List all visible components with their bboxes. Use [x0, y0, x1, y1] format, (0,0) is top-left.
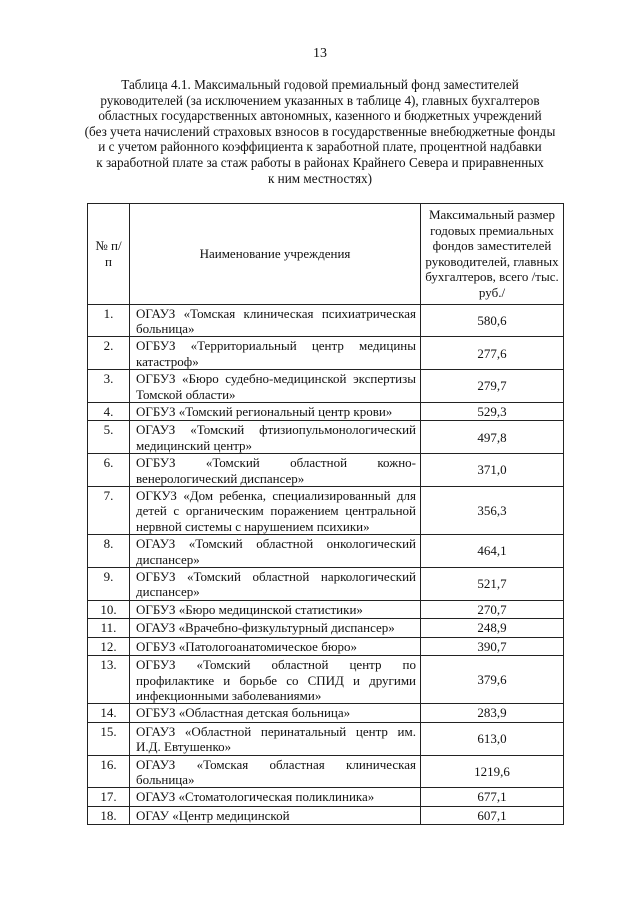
row-number: 13. — [88, 656, 130, 704]
table-row — [88, 656, 564, 704]
table-row — [88, 487, 564, 535]
institution-name: ОГБУЗ «Областная детская больница» — [130, 704, 421, 722]
row-number: 1. — [88, 304, 130, 337]
institution-name: ОГАУЗ «Томский областной онкологический диспансер» — [130, 535, 421, 568]
table-row — [88, 370, 564, 403]
fund-value: 521,7 — [421, 568, 564, 601]
table-row — [88, 454, 564, 487]
institution-name: ОГБУЗ «Томский областной наркологический диспансер» — [130, 568, 421, 601]
row-number: 18. — [88, 806, 130, 824]
row-number: 4. — [88, 403, 130, 421]
title-line: (без учета начислений страховых взносов в государственные внебюджетные фонды — [84, 123, 556, 139]
institution-name: ОГБУЗ «Бюро судебно-медицинской экспертизы Томской области» — [130, 370, 421, 403]
institution-name: ОГАУЗ «Стоматологическая поликлиника» — [130, 788, 421, 806]
fund-value: 607,1 — [421, 806, 564, 824]
institution-name: ОГБУЗ «Патологоанатомическое бюро» — [130, 637, 421, 655]
row-number: 14. — [88, 704, 130, 722]
institution-name: ОГБУЗ «Территориальный центр медицины катастроф» — [130, 337, 421, 370]
table-row — [88, 421, 564, 454]
table-row — [88, 535, 564, 568]
row-number: 8. — [88, 535, 130, 568]
table-row — [88, 722, 564, 755]
table-row — [88, 304, 564, 337]
fund-value: 677,1 — [421, 788, 564, 806]
table-header-row — [88, 204, 564, 305]
institution-name: ОГАУ «Центр медицинской — [130, 806, 421, 824]
fund-value: 371,0 — [421, 454, 564, 487]
title-line: к ним местностях) — [267, 170, 373, 186]
row-number: 17. — [88, 788, 130, 806]
institution-name: ОГБУЗ «Томский областной центр по профилактике и борьбе со СПИД и другими инфекционными заболеваниями» — [130, 656, 421, 704]
title-line: к заработной плате за стаж работы в районах Крайнего Севера и приравненных — [96, 154, 544, 170]
table-row — [88, 568, 564, 601]
institution-name: ОГАУЗ «Врачебно-физкультурный диспансер» — [130, 619, 421, 637]
table-row — [88, 788, 564, 806]
row-number: 10. — [88, 600, 130, 618]
fund-value: 248,9 — [421, 619, 564, 637]
row-number: 11. — [88, 619, 130, 637]
page-number: 13 — [313, 46, 327, 61]
title-line: областных государственных автономных, казенного и бюджетных учреждений — [98, 108, 542, 124]
fund-value: 464,1 — [421, 535, 564, 568]
header-num: № п/п — [88, 204, 130, 305]
table-title — [80, 77, 560, 186]
institution-name: ОГКУЗ «Дом ребенка, специализированный для детей с органическим поражением центральной нервной системы с нарушением психики» — [130, 487, 421, 535]
fund-value: 279,7 — [421, 370, 564, 403]
row-number: 15. — [88, 722, 130, 755]
row-number: 3. — [88, 370, 130, 403]
premium-fund-table — [87, 203, 564, 825]
row-number: 9. — [88, 568, 130, 601]
table-row — [88, 704, 564, 722]
fund-value: 277,6 — [421, 337, 564, 370]
table-body — [88, 304, 564, 825]
institution-name: ОГБУЗ «Бюро медицинской статистики» — [130, 600, 421, 618]
institution-name: ОГАУЗ «Томская областная клиническая больница» — [130, 755, 421, 788]
institution-name: ОГАУЗ «Томский фтизиопульмонологический медицинский центр» — [130, 421, 421, 454]
header-value: Максимальный размер годовых премиальных фондов заместителей руководителей, главных бухгалтеров, всего /тыс. руб./ — [421, 204, 564, 305]
row-number: 7. — [88, 487, 130, 535]
title-line: Таблица 4.1. Максимальный годовой премиальный фонд заместителей — [121, 77, 519, 92]
fund-value: 529,3 — [421, 403, 564, 421]
institution-name: ОГАУЗ «Томская клиническая психиатрическая больница» — [130, 304, 421, 337]
row-number: 6. — [88, 454, 130, 487]
table-row — [88, 755, 564, 788]
row-number: 12. — [88, 637, 130, 655]
fund-value: 390,7 — [421, 637, 564, 655]
header-name: Наименование учреждения — [130, 204, 421, 305]
fund-value: 270,7 — [421, 600, 564, 618]
fund-value: 1219,6 — [421, 755, 564, 788]
title-line: руководителей (за исключением указанных в таблице 4), главных бухгалтеров — [100, 92, 540, 108]
table-row — [88, 403, 564, 421]
row-number: 5. — [88, 421, 130, 454]
fund-value: 580,6 — [421, 304, 564, 337]
row-number: 2. — [88, 337, 130, 370]
table-row — [88, 806, 564, 824]
institution-name: ОГБУЗ «Томский областной кожно-венерологический диспансер» — [130, 454, 421, 487]
fund-value: 497,8 — [421, 421, 564, 454]
fund-value: 356,3 — [421, 487, 564, 535]
table-row — [88, 337, 564, 370]
fund-value: 613,0 — [421, 722, 564, 755]
fund-value: 379,6 — [421, 656, 564, 704]
institution-name: ОГАУЗ «Областной перинатальный центр им. И.Д. Евтушенко» — [130, 722, 421, 755]
row-number: 16. — [88, 755, 130, 788]
table-row — [88, 600, 564, 618]
table-row — [88, 637, 564, 655]
fund-value: 283,9 — [421, 704, 564, 722]
table-row — [88, 619, 564, 637]
institution-name: ОГБУЗ «Томский региональный центр крови» — [130, 403, 421, 421]
title-line: и с учетом районного коэффициента к заработной плате, процентной надбавки — [98, 139, 542, 155]
